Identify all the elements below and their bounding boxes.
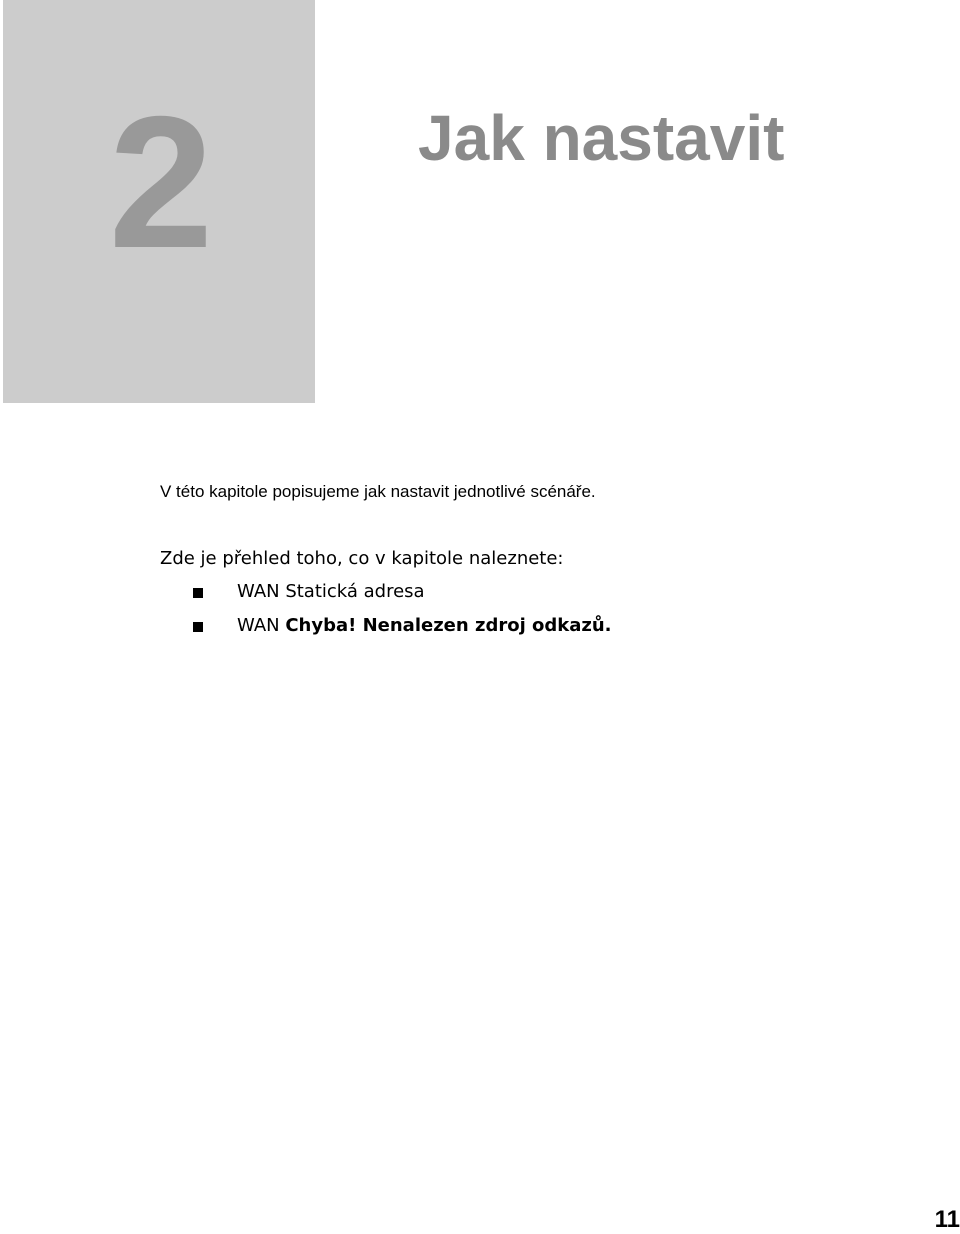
square-bullet-icon (193, 588, 203, 598)
topic-label: WAN (237, 615, 286, 636)
chapter-title: Jak nastavit (418, 102, 785, 174)
page-number: 11 (934, 1206, 960, 1233)
topic-error-reference: Chyba! Nenalezen zdroj odkazů. (285, 615, 612, 636)
chapter-number: 2 (108, 77, 210, 287)
list-item-text (237, 580, 425, 604)
chapter-number-block (3, 0, 315, 403)
square-bullet-icon (193, 622, 203, 632)
intro-paragraph: V této kapitole popisujeme jak nastavit jednotlivé scénáře. (160, 482, 596, 501)
overview-paragraph: Zde je přehled toho, co v kapitole naleznete: (160, 548, 564, 569)
topic-label: WAN Statická adresa (237, 581, 425, 602)
list-item-text (237, 614, 612, 638)
